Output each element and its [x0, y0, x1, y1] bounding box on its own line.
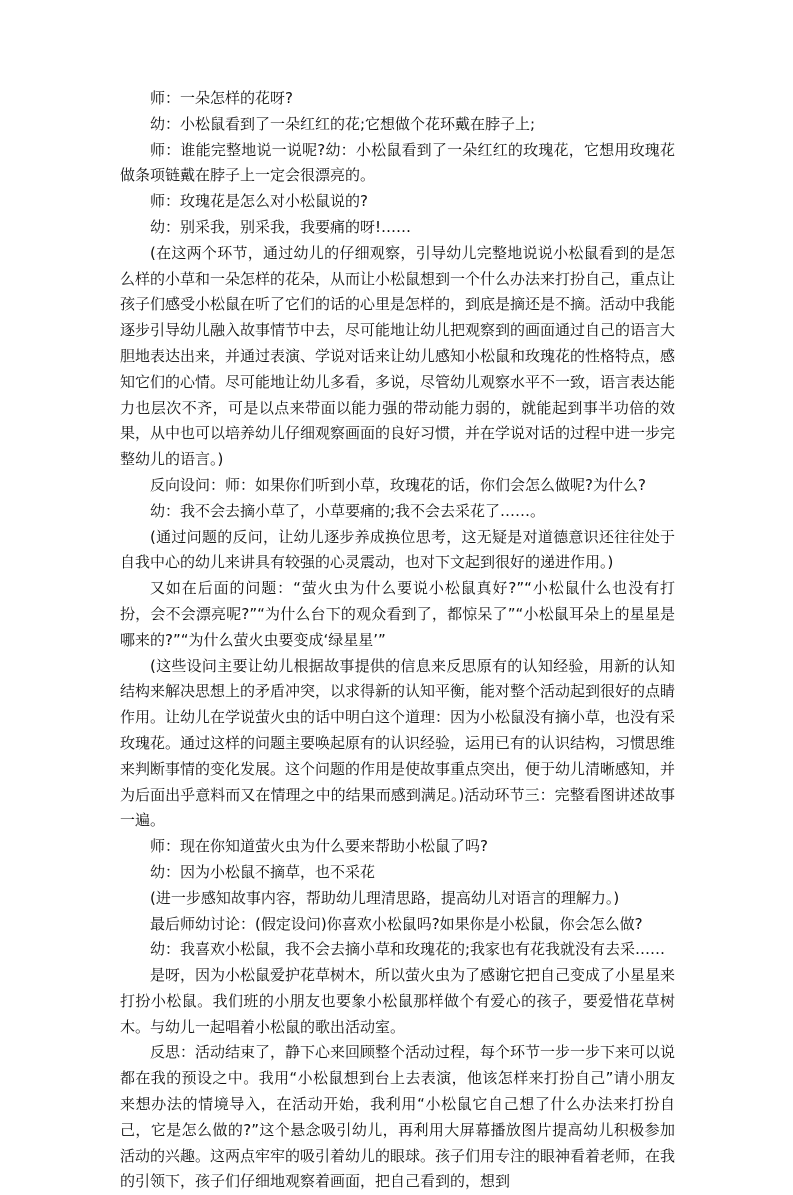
paragraph: 幼：我喜欢小松鼠，我不会去摘小草和玫瑰花的;我家也有花我就没有去采……: [150, 940, 666, 959]
paragraph: 幼：因为小松鼠不摘草，也不采花: [150, 862, 376, 881]
paragraph: 是呀，因为小松鼠爱护花草树木，所以萤火虫为了感谢它把自己变成了小星星来打扮小松鼠。我们班的小朋友也要象小松鼠那样做个有爱心的孩子，要爱惜花草树木。与幼儿一起唱着小松鼠的歌出活动室。: [120, 966, 676, 1036]
paragraph: (在这两个环节，通过幼儿的仔细观察，引导幼儿完整地说说小松鼠看到的是怎么样的小草和一朵怎样的花朵，从而让小松鼠想到一个什么办法来打扮自己，重点让孩子们感受小松鼠在听了它们的话的心里是怎样的，到底是摘还是不摘。活动中我能逐步引导幼儿融入故事情节中去，尽可能地让幼儿把观察到的画面通过自己的语言大胆地表达出来，并通过表演、学说对话来让幼儿感知小松鼠和玫瑰花的性格特点，感知它们的心情。尽可能地让幼儿多看，多说，尽管幼儿观察水平不一致，语言表达能力也层次不齐，可是以点来带面以能力强的带动能力弱的，就能起到事半功倍的效果，从中也可以培养幼儿仔细观察画面的良好习惯，并在学说对话的过程中进一步完整幼儿的语言。): [120, 243, 676, 469]
paragraph: 幼：我不会去摘小草了，小草要痛的;我不会去采花了……。: [150, 501, 546, 520]
document-body: [120, 86, 675, 1195]
paragraph: (进一步感知故事内容，帮助幼儿理清思路，提高幼儿对语言的理解力。): [150, 888, 620, 907]
paragraph: 又如在后面的问题：“萤火虫为什么要说小松鼠真好?”“小松鼠什么也没有打扮，会不会漂亮呢?”“为什么台下的观众看到了，都惊呆了”“小松鼠耳朵上的星星是哪来的?”“为什么萤火虫要变成‘绿星星’”: [120, 579, 675, 649]
paragraph: (通过问题的反问，让幼儿逐步养成换位思考，这无疑是对道德意识还往往处于自我中心的幼儿来讲具有较强的心灵震动，也对下文起到很好的递进作用。): [120, 527, 675, 572]
paragraph: 师：一朵怎样的花呀?: [150, 89, 293, 107]
paragraph: 师：现在你知道萤火虫为什么要来帮助小松鼠了吗?: [150, 837, 488, 856]
paragraph: (这些设问主要让幼儿根据故事提供的信息来反思原有的认知经验，用新的认知结构来解决思想上的矛盾冲突，以求得新的认知平衡，能对整个活动起到很好的点睛作用。让幼儿在学说萤火虫的话中明白这个道理：因为小松鼠没有摘小草，也没有采玫瑰花。通过这样的问题主要唤起原有的认识经验，运用已有的认识结构，习惯思维来判断事情的变化发展。这个问题的作用是使故事重点突出，便于幼儿清晰感知，并为后面出乎意料而又在情理之中的结果而感到满足。)活动环节三：完整看图讲述故事一遍。: [120, 656, 676, 830]
paragraph: 反思：活动结束了，静下心来回顾整个活动过程，每个环节一步一步下来可以说都在我的预设之中。我用“小松鼠想到台上去表演，他该怎样来打扮自己”请小朋友来想办法的情境导入，在活动开始，我利用“小松鼠它自己想了什么办法来打扮自己，它是怎么做的?”这个悬念吸引幼儿，再利用大屏幕播放图片提高幼儿积极参加活动的兴趣。这两点牢牢的吸引着幼儿的眼球。孩子们用专注的眼神看着老师，在我的引领下，孩子们仔细地观察着画面，把自己看到的，想到: [120, 1043, 676, 1191]
paragraph: 幼：别采我，别采我，我要痛的呀!……: [150, 217, 412, 236]
paragraph: 幼：小松鼠看到了一朵红红的花;它想做个花环戴在脖子上;: [150, 114, 536, 133]
paragraph: 师：谁能完整地说一说呢?幼：小松鼠看到了一朵红红的玫瑰花，它想用玫瑰花做条项链戴在脖子上一定会很漂亮的。: [120, 140, 675, 185]
paragraph: 反向设问：师：如果你们听到小草，玫瑰花的话，你们会怎么做呢?为什么?: [150, 475, 646, 494]
paragraph: 最后师幼讨论：(假定设问)你喜欢小松鼠吗?如果你是小松鼠，你会怎么做?: [150, 914, 643, 933]
paragraph: 师：玫瑰花是怎么对小松鼠说的?: [150, 192, 368, 211]
